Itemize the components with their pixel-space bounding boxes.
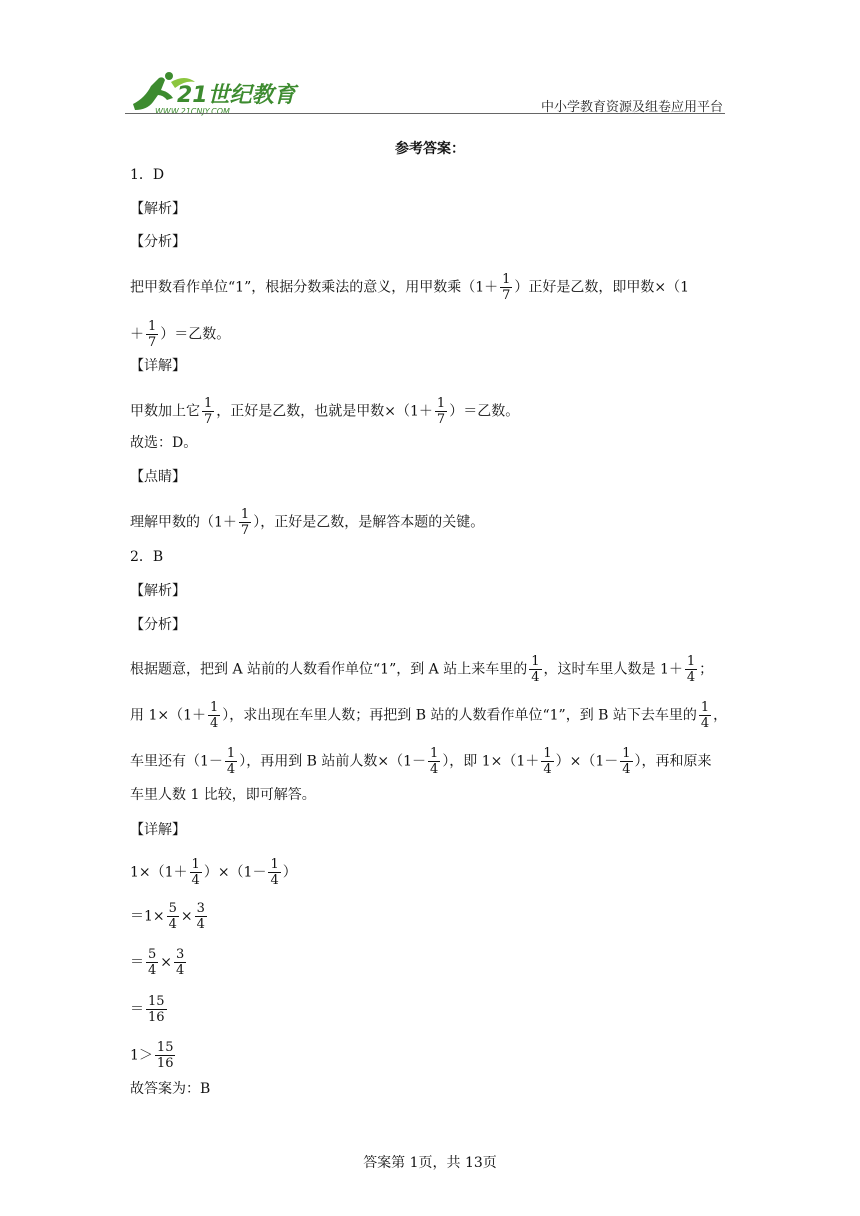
- q2-answer: 2．B: [130, 549, 164, 565]
- page-footer: 答案第 1页，共 13页: [363, 1155, 497, 1171]
- q1-xiangjie-heading: 【详解】: [130, 358, 186, 374]
- fraction-three-quarters: $\frac{3}{4}$: [176, 947, 185, 978]
- q1-key-point: 理解甲数的（1＋ $\frac{1}{7}$ ），正好是乙数，是解答本题的关键。: [130, 507, 485, 538]
- fraction-one-quarter: $\frac{1}{4}$: [686, 654, 696, 685]
- fraction-three-quarters: $\frac{3}{4}$: [196, 901, 205, 932]
- fraction-one-seventh: $\frac{1}{7}$: [148, 319, 157, 350]
- fraction-one-seventh: $\frac{1}{7}$: [436, 396, 446, 427]
- q2-jiexi-heading: 【解析】: [130, 583, 186, 599]
- platform-name: 中小学教育资源及组卷应用平台: [540, 100, 723, 115]
- fraction-one-quarter: $\frac{1}{4}$: [210, 700, 219, 731]
- fraction-one-seventh: $\frac{1}{7}$: [240, 507, 250, 538]
- page-title: 参考答案：: [395, 141, 465, 157]
- q2-calc-line4: ＝ $\frac{15}{16}$: [130, 994, 165, 1025]
- q2-compare: 1＞ $\frac{15}{16}$: [130, 1040, 174, 1071]
- fraction-one-quarter: $\frac{1}{4}$: [430, 746, 439, 777]
- fraction-one-quarter: $\frac{1}{4}$: [622, 746, 631, 777]
- fraction-one-seventh: $\frac{1}{7}$: [502, 272, 511, 303]
- fraction-five-quarters: $\frac{5}{4}$: [148, 947, 157, 978]
- q1-answer: 1．D: [130, 167, 165, 183]
- q2-fenxi-line1: 根据题意，把到 A 站前的人数看作单位“1”，到 A 站上来车里的 $\frac{1}{4}$ ，这时车里人数是 1＋ $\frac{1}{4}$ ；: [130, 654, 714, 685]
- fraction-one-seventh: $\frac{1}{7}$: [204, 396, 213, 427]
- header-divider: [125, 113, 725, 114]
- q1-fenxi-line2: ＋ $\frac{1}{7}$ ）＝乙数。: [130, 319, 231, 350]
- q1-detail: 甲数加上它 $\frac{1}{7}$ ，正好是乙数，也就是甲数×（1＋ $\frac{1}{7}$ ）＝乙数。: [130, 396, 520, 427]
- q2-fenxi-line3: 车里还有（1－ $\frac{1}{4}$ ），再用到 B 站前人数×（1－ $\frac{1}{4}$ ），即 1×（1＋ $\frac{1}{4}$ ）×（1－ $\frac{1}{4}$ ），再和原来: [130, 746, 712, 777]
- q2-calc-line1: 1×（1＋ $\frac{1}{4}$ ）×（1－ $\frac{1}{4}$ ）: [130, 857, 297, 888]
- q1-fenxi-line1: 把甲数看作单位“1”，根据分数乘法的意义，用甲数乘（1＋ $\frac{1}{7}$ ）正好是乙数，即甲数×（1: [130, 272, 690, 303]
- q2-fenxi-line2: 用 1×（1＋ $\frac{1}{4}$ ），求出现在车里人数；再把到 B 站的人数看作单位“1”，到 B 站下去车里的 $\frac{1}{4}$ ，: [130, 700, 728, 731]
- fraction-one-quarter: $\frac{1}{4}$: [531, 654, 540, 685]
- fraction-one-quarter: $\frac{1}{4}$: [700, 700, 710, 731]
- fraction-one-quarter: $\frac{1}{4}$: [543, 746, 552, 777]
- fraction-one-quarter: $\frac{1}{4}$: [270, 857, 279, 888]
- site-logo: [125, 68, 325, 118]
- q2-fenxi-heading: 【分析】: [130, 617, 186, 633]
- fraction-one-quarter: $\frac{1}{4}$: [226, 746, 236, 777]
- q2-xiangjie-heading: 【详解】: [130, 822, 186, 838]
- q2-calc-line3: ＝ $\frac{5}{4}$ × $\frac{3}{4}$: [130, 947, 185, 978]
- logo-text: 21世纪教育: [177, 83, 296, 108]
- q2-fenxi-line4: 车里人数 1 比较，即可解答。: [130, 787, 316, 803]
- page-header: [125, 68, 725, 118]
- q2-final-answer: 故答案为：B: [130, 1081, 211, 1097]
- fraction-fifteen-sixteenths: $\frac{15}{16}$: [148, 994, 165, 1025]
- logo-url: WWW.21CNJY.COM: [155, 107, 230, 116]
- q2-calc-line2: ＝1× $\frac{5}{4}$ × $\frac{3}{4}$: [130, 901, 205, 932]
- fraction-fifteen-sixteenths: $\frac{15}{16}$: [156, 1040, 174, 1071]
- fraction-one-quarter: $\frac{1}{4}$: [191, 857, 200, 888]
- fraction-five-quarters: $\frac{5}{4}$: [168, 901, 177, 932]
- q1-choice: 故选：D。: [130, 435, 198, 451]
- q1-fenxi-heading: 【分析】: [130, 234, 186, 250]
- q1-jiexi-heading: 【解析】: [130, 201, 186, 217]
- q1-dianjing-heading: 【点睛】: [130, 469, 186, 485]
